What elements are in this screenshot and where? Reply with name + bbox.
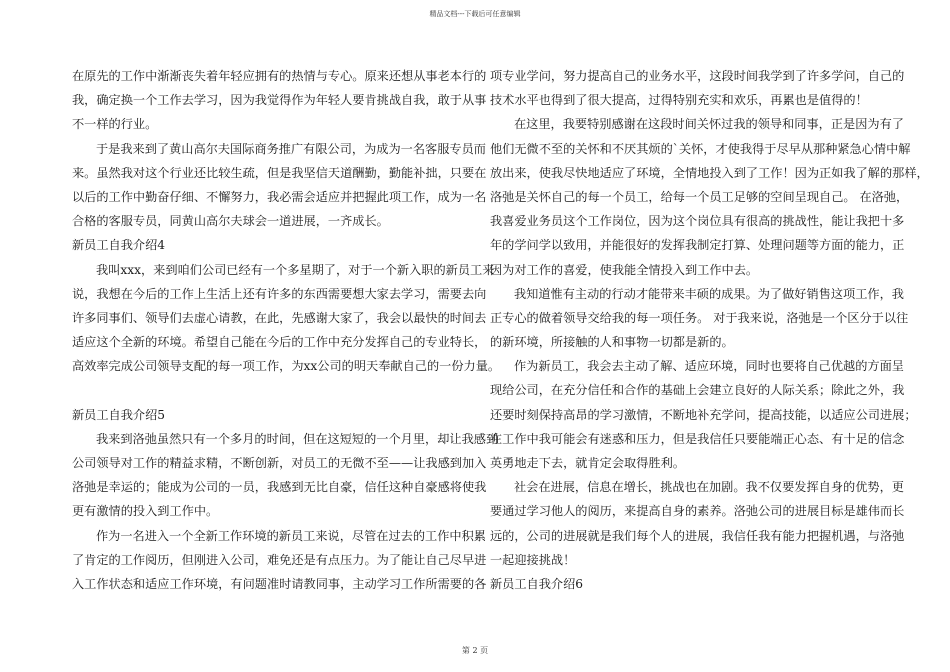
text-line: 更有激情的投入到工作中。	[72, 504, 219, 519]
text-line: 我知道惟有主动的行动才能带来丰硕的成果。为了做好销售这项工作，我	[514, 286, 904, 301]
page-number: 第 2 页	[461, 646, 489, 655]
text-line: 英勇地走下去，就肯定会取得胜利。	[490, 456, 685, 470]
text-line: 在这里，我要特别感谢在这段时间关怀过我的领导和同事，正是因为有了	[514, 117, 904, 132]
text-line: 适应这个全新的环境。希望自己能在今后的工作中充分发挥自己的专业特长，	[72, 335, 487, 350]
left-column	[72, 64, 501, 596]
text-line: 的新环境，所接触的人和事物一切都是新的。	[490, 335, 734, 350]
right-column	[490, 64, 929, 596]
text-line: 我来到洛弛虽然只有一个多月的时间，但在这短短的一个月里，却让我感到	[96, 431, 499, 446]
text-line: 说，我想在今后的工作上生活上还有许多的东西需要想大家去学习，需要去向	[72, 286, 487, 301]
text-line: 以后的工作中勤奋仔细、不懈努力，我必需会适应并把握此项工作，成为一名	[72, 189, 487, 204]
text-line: 技术水平也得到了很大提高，过得特别充实和欢乐，再累也是值得的！	[490, 93, 868, 108]
text-line: 合格的客服专员，同黄山高尔夫球会一道进展，一齐成长。	[72, 214, 389, 229]
text-line: 我叫xxx，来到咱们公司已经有一个多星期了，对于一个新入职的新员工来	[96, 262, 495, 277]
text-line: 正专心的做着领导交给我的每一项任务。 对于我来说，洛弛是一个区分于以往	[490, 310, 909, 325]
text-line: 一起迎接挑战！	[490, 552, 576, 567]
text-line: 公司领导对工作的精益求精，不断创新，对员工的无微不至——让我感到加入	[72, 456, 487, 470]
text-line: 还要时刻保持高昂的学习激情，不断地补充学问，提高技能，以适应公司进展；	[490, 407, 917, 422]
text-line: 许多同事们、领导们去虚心请教，在此，先感谢大家了，我会以最快的时间去	[72, 310, 487, 325]
text-line: 远的，公司的进展就是我们每个人的进展，我信任我有能力把握机遇，与洛弛	[490, 528, 905, 543]
text-line: 我喜爱业务员这个工作岗位，因为这个岗位具有很高的挑战性，能让我把十多	[490, 214, 905, 229]
text-line: 他们无微不至的关怀和不厌其烦的`关怀，才使我得于尽早从那种紧急心情中解	[490, 141, 911, 156]
text-line: 在原先的工作中渐渐丧失着年轻应拥有的热情与专心。原来还想从事老本行的	[72, 69, 487, 83]
text-line: 现给公司，在充分信任和合作的基础上会建立良好的人际关系；除此之外，我	[490, 383, 905, 398]
text-line: 因为对工作的喜爱，使我能全情投入到工作中去。	[490, 262, 759, 277]
blank-line	[72, 378, 448, 402]
section-heading: 新员工自我介绍6	[490, 576, 584, 591]
text-line: 社会在进展，信息在增长，挑战也在加剧。我不仅要发挥自身的优势，更	[514, 480, 904, 495]
text-line: 不一样的行业。	[72, 117, 158, 132]
text-line: 我，确定换一个工作去学习，因为我觉得作为年轻人要肯挑战自我，敢于从事	[72, 93, 487, 108]
text-line: 要通过学习他人的阅历，来提高自身的素养。洛弛公司的进展目标是雄伟而长	[490, 504, 905, 519]
text-line: 洛弛是关怀自己的每一个员工，给每一个员工足够的空间呈现自己。 在洛弛，	[490, 189, 909, 204]
text-line: 年的学问学以致用，并能很好的发挥我制定打算、处理问题等方面的能力，正	[490, 238, 905, 253]
text-line: 入工作状态和适应工作环境，有问题准时请教同事，主动学习工作所需要的各	[72, 576, 487, 591]
text-line: 项专业学问，努力提高自己的业务水平，这段时间我学到了许多学问，自己的	[490, 69, 905, 83]
section-heading: 新员工自我介绍4	[72, 238, 166, 253]
text-line: 高效率完成公司领导支配的每一项工作，为xx公司的明天奉献自己的一份力量。	[72, 359, 501, 374]
text-line: 作为新员工，我会去主动了解、适应环境，同时也要将自己优越的方面呈	[514, 359, 904, 374]
text-line: 放出来，使我尽快地适应了环境，全情地投入到了工作！因为正如我了解的那样，	[490, 165, 929, 180]
page-header: 精品文档---下载后可任意编辑	[429, 10, 521, 18]
text-line: 洛弛是幸运的；能成为公司的一员，我感到无比自豪，信任这种自豪感将使我	[72, 480, 487, 495]
text-line: 在工作中我可能会有迷惑和压力，但是我信任只要能端正心态、有十足的信念	[490, 431, 905, 446]
text-line: 了肯定的工作阅历，但刚进入公司，难免还是有点压力。为了能让自己尽早进	[72, 552, 487, 567]
text-line: 来。虽然我对这个行业还比较生疏，但是我坚信天道酬勤，勤能补拙，只要在	[72, 165, 487, 180]
text-line: 于是我来到了黄山高尔夫国际商务推广有限公司，为成为一名客服专员而	[96, 141, 486, 156]
section-heading: 新员工自我介绍5	[72, 407, 166, 422]
text-line: 作为一名进入一个全新工作环境的新员工来说，尽管在过去的工作中积累	[96, 528, 486, 543]
